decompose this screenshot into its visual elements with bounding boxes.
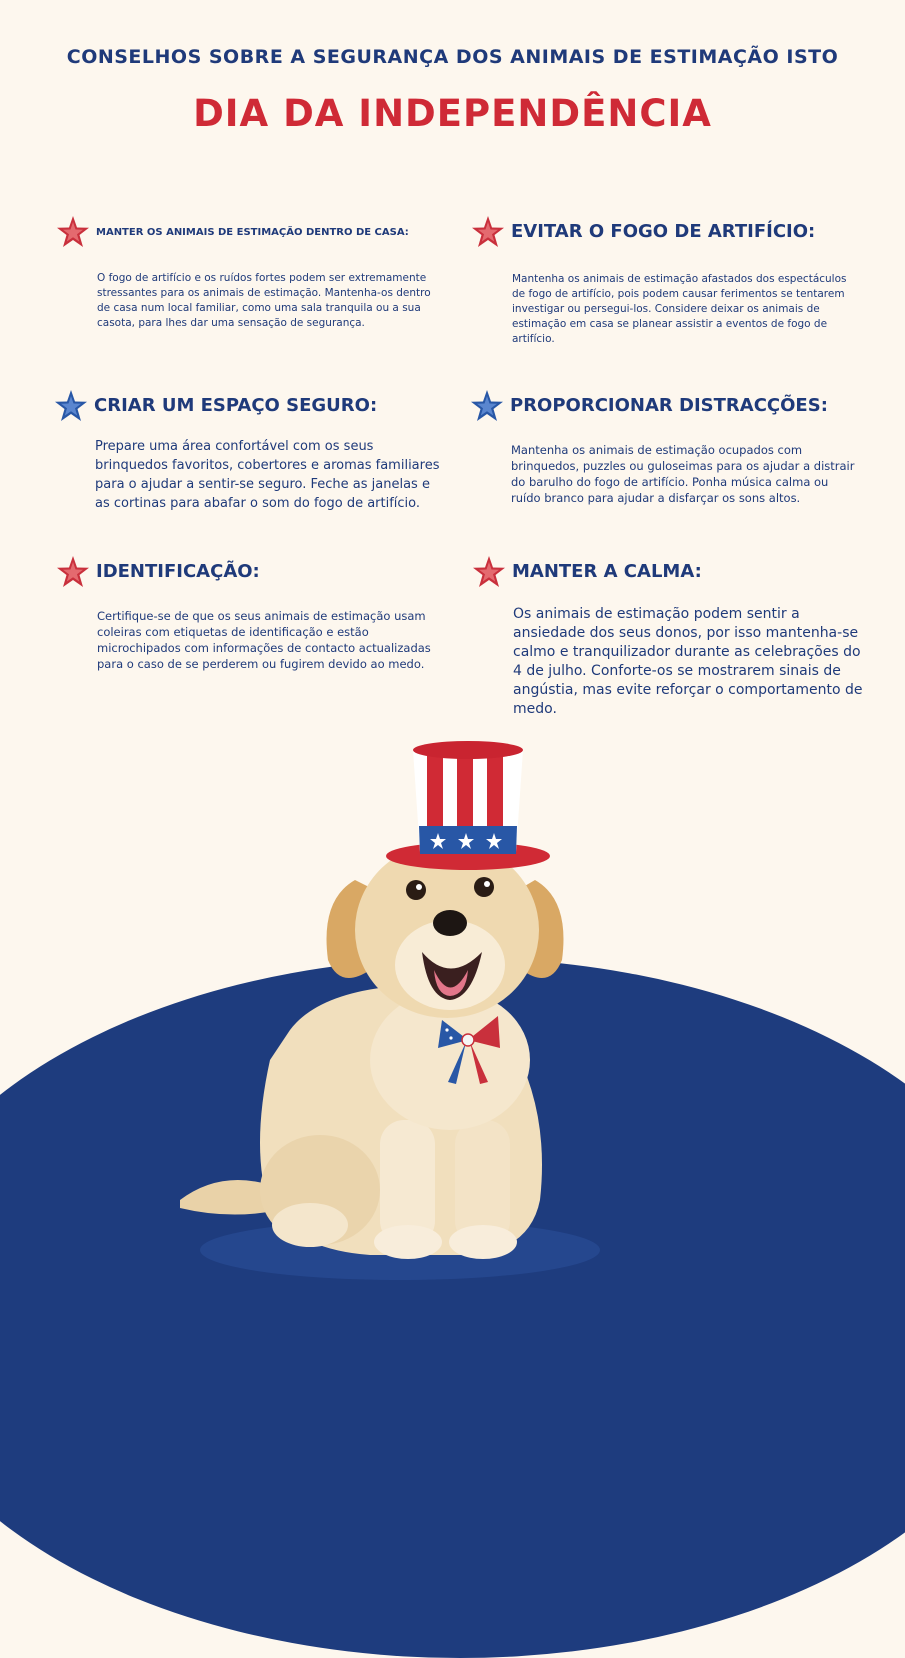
blue-star-icon [54, 389, 88, 423]
blue-star-icon [470, 389, 504, 423]
page-title: DIA DA INDEPENDÊNCIA [193, 92, 712, 135]
tip-identification [56, 555, 431, 685]
tip-keep-pets-indoors [56, 215, 431, 345]
tip-body: Mantenha os animais de estimação ocupados com brinquedos, puzzles ou guloseimas para os ajudar a distrair do barulho do fogo de artifício. Ponha música calma ou ruído branco para ajudar a disfarçar os sons altos. [511, 443, 855, 505]
puppy-with-uncle-sam-hat-image [150, 730, 630, 1280]
tip-create-safe-space [54, 389, 440, 519]
tip-body: Os animais de estimação podem sentir a ansiedade dos seus donos, por isso mantenha-se calmo e tranquilizador durante as celebrações do 4 de julho. Conforte-os se mostrarem sinais de angústia, mas evite reforçar o comportamento de medo. [513, 606, 863, 717]
tip-heading: IDENTIFICAÇÃO: [96, 561, 260, 582]
puppy-illustration [150, 730, 630, 1280]
tip-stay-calm [472, 555, 863, 717]
tip-body: Prepare uma área confortável com os seus brinquedos favoritos, cobertores e aromas familiares para o ajudar a sentir-se seguro. Feche as janelas e as cortinas para abafar o som do fogo de artifício. [95, 439, 440, 511]
page-subtitle: CONSELHOS SOBRE A SEGURANÇA DOS ANIMAIS DE ESTIMAÇÃO ISTO [66, 46, 839, 68]
tip-heading: PROPORCIONAR DISTRACÇÕES: [510, 395, 828, 416]
tip-body: Mantenha os animais de estimação afastados dos espectáculos de fogo de artifício, pois podem causar ferimentos se tentarem investigar ou persegui-los. Considere deixar os animais de estimação em casa se planear assistir a eventos de fogo de artifício. [512, 273, 847, 345]
tip-heading: EVITAR O FOGO DE ARTIFÍCIO: [511, 221, 816, 242]
tip-body: Certifique-se de que os seus animais de estimação usam coleiras com etiquetas de identificação e estão microchipados com informações de contacto actualizadas para o caso de se perderem ou fugirem devido ao medo. [97, 609, 431, 671]
red-star-icon [56, 215, 90, 249]
tip-provide-distractions [470, 389, 855, 519]
red-star-icon [56, 555, 90, 589]
tip-heading: MANTER OS ANIMAIS DE ESTIMAÇÃO DENTRO DE CASA: [96, 227, 409, 238]
red-star-icon [471, 215, 505, 249]
tip-heading: CRIAR UM ESPAÇO SEGURO: [94, 395, 378, 416]
red-star-icon [472, 555, 506, 589]
tip-avoid-fireworks [471, 215, 847, 345]
tip-body: O fogo de artifício e os ruídos fortes podem ser extremamente stressantes para os animais de estimação. Mantenha-os dentro de casa num local familiar, como uma sala tranquila ou a sua casota, para lhes dar uma sensação de segurança. [97, 272, 431, 329]
tip-heading: MANTER A CALMA: [512, 561, 702, 582]
